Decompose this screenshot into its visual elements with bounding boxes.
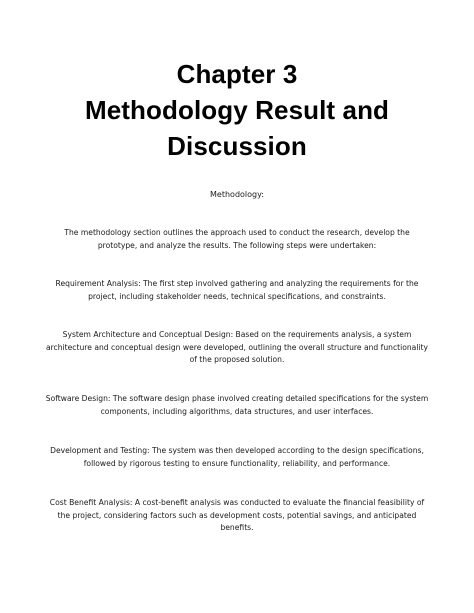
chapter-title-line-1: Methodology Result and [84,95,390,125]
section-heading: Methodology: [210,190,264,199]
cost-benefit-paragraph: Cost Benefit Analysis: A cost-benefit analysis was conducted to evaluate the financial feasibility of the project, considering factors such as development costs, potential savings, and anticipated benefits. [49,498,425,532]
requirement-analysis-paragraph: Requirement Analysis: The first step involved gathering and analyzing the requirements for the project, including stakeholder needs, technical specifications, and constraints. [55,279,419,301]
intro-paragraph: The methodology section outlines the approach used to conduct the research, develop the prototype, and analyze the results. The following steps were undertaken: [64,228,410,250]
chapter-title-line-2: Discussion [167,131,307,161]
system-architecture-paragraph: System Architecture and Conceptual Design: Based on the requirements analysis, a system architecture and conceptual design were developed, outlining the overall structure and functionality of the proposed solution. [45,330,429,364]
software-design-paragraph: Software Design: The software design phase involved creating detailed specifications for the system components, including algorithms, data structures, and user interfaces. [45,394,429,416]
development-testing-paragraph: Development and Testing: The system was then developed according to the design specifications, followed by rigorous testing to ensure functionality, reliability, and performance. [50,446,424,468]
chapter-number: Chapter 3 [176,59,298,89]
